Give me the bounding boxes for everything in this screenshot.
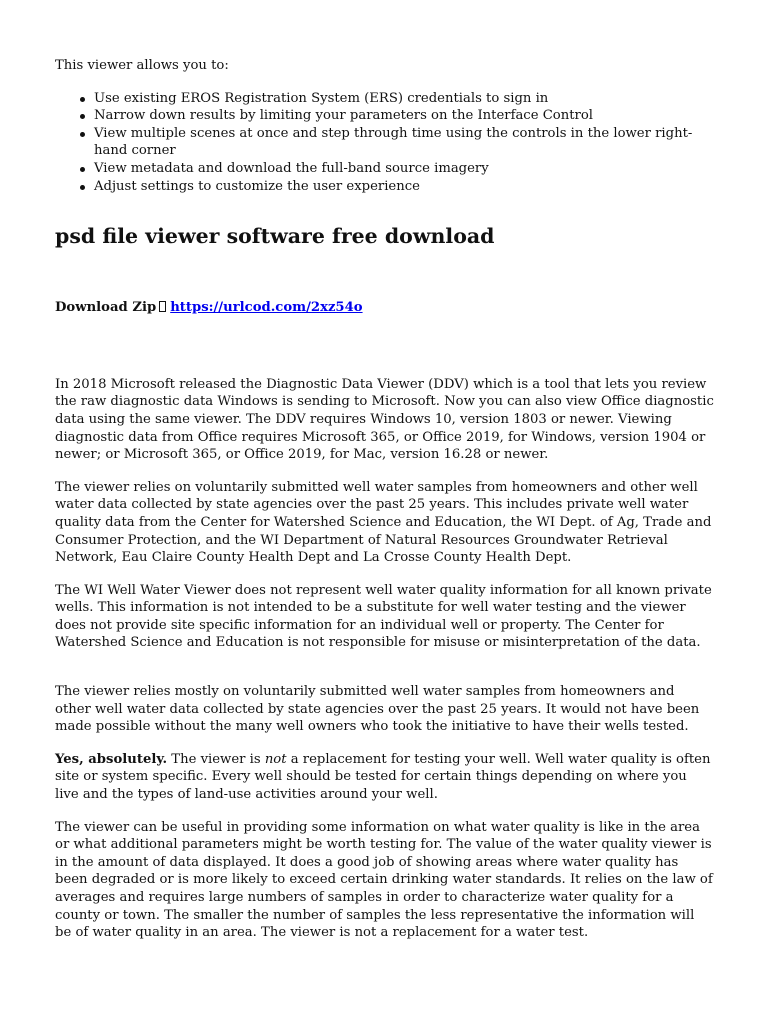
download-line [55,299,714,317]
text-run: The viewer is [167,751,265,767]
paragraph-useful: The viewer can be useful in providing some information on what water quality is like in the area or what additional parameters might be worth testing for. The value of the water quality viewer is in the amount of data displayed. It does a good job of showing areas where water quality has been degraded or is more likely to exceed certain drinking water standards. It relies on the law of averages and requires large numbers of samples in order to characterize water quality for a county or town. The smaller the number of samples the less representative the information will be of water quality in an area. The viewer is not a replacement for a water test. [55,819,713,941]
list-item: Adjust settings to customize the user experience [94,178,714,196]
lead-phrase: Yes, absolutely. [55,751,168,767]
text-run: a replacement for testing your well. Well water quality is often site or system specific. Every well should be tested for certain things depending on where you live and the types of land-use activities around your well. [55,751,711,803]
page-heading: psd file viewer software free download [55,224,495,249]
unrenderable-glyph-icon [159,301,166,312]
paragraph-ddv: In 2018 Microsoft released the Diagnostic Data Viewer (DDV) which is a tool that lets you review the raw diagnostic data Windows is sending to Microsoft. Now you can also view Office diagnostic data using the same viewer. The DDV requires Windows 10, version 1803 or newer. Viewing diagnostic data from Office requires Microsoft 365, or Office 2019, for Windows, version 1904 or newer; or Microsoft 365, or Office 2019, for Mac, version 16.28 or newer. [55,376,714,463]
list-item: Use existing EROS Registration System (ERS) credentials to sign in [94,90,714,108]
paragraph-yes [55,751,714,804]
paragraph-disclaimer: The WI Well Water Viewer does not represent well water quality information for all known private wells. This information is not intended to be a substitute for well water testing and the viewer does not provide site specific information for an individual well or property. The Center for Watershed Science and Education is not responsible for misuse or misinterpretation of the data. [55,582,712,651]
list-item: View metadata and download the full-band source imagery [94,160,714,178]
feature-list [55,90,714,196]
list-item: Narrow down results by limiting your parameters on the Interface Control [94,107,714,125]
paragraph-relies: The viewer relies on voluntarily submitted well water samples from homeowners and other well water data collected by state agencies over the past 25 years. This includes private well water quality data from the Center for Watershed Science and Education, the WI Dept. of Ag, Trade and Consumer Protection, and the WI Department of Natural Resources Groundwater Retrieval Network, Eau Claire County Health Dept and La Crosse County Health Dept. [55,479,712,566]
list-item: View multiple scenes at once and step through time using the controls in the lower right-hand corner [94,125,714,160]
download-link[interactable]: https://urlcod.com/2xz54o [170,300,363,316]
emphasis-text: not [264,751,287,767]
paragraph-mostly: The viewer relies mostly on voluntarily submitted well water samples from homeowners and other well water data collected by state agencies over the past 25 years. It would not have been made possible without the many well owners who took the initiative to have their wells tested. [55,684,700,735]
download-label: Download Zip [55,300,157,316]
intro-text: This viewer allows you to: [55,58,229,73]
